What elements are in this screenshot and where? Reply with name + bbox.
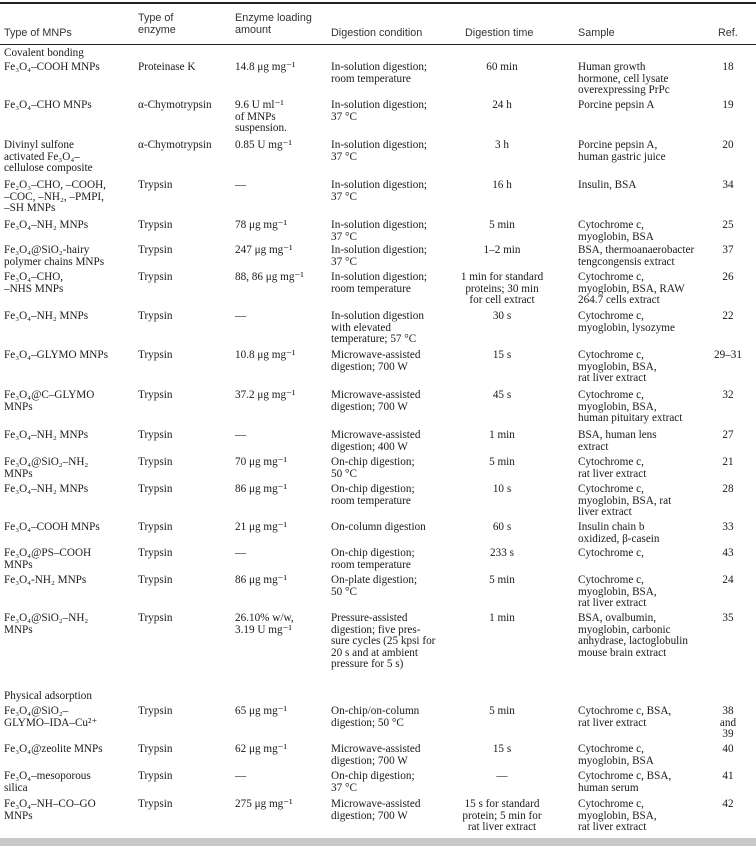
cell-digestion: Pressure-assisted digestion; five pres- sure cycles (25 kpsi for 20 s and at ambient pressure for 5 s): [331, 612, 436, 670]
cell-digestion: On-chip digestion; room temperature: [331, 483, 415, 507]
cell-sample: Cytochrome c,: [578, 547, 644, 559]
cell-sample: BSA, thermoanaerobacter tengcongensis extract: [578, 244, 695, 268]
cell-sample: Cytochrome c, BSA, rat liver extract: [578, 705, 672, 729]
cell-sample: Cytochrome c, myoglobin, BSA, RAW 264.7 cells extract: [578, 271, 685, 306]
cell-enzyme: Trypsin: [138, 770, 173, 782]
cell-digestion: Microwave-assisted digestion; 700 W: [331, 743, 421, 767]
cell-ref: 38 and 39: [719, 705, 737, 740]
cell-digestion: In-solution digestion; room temperature: [331, 61, 428, 85]
cell-loading: 88, 86 μg mg⁻¹: [235, 271, 304, 283]
cell-enzyme: Trypsin: [138, 349, 173, 361]
cell-ref: 41: [722, 770, 734, 782]
cell-time: 15 s for standard protein; 5 min for rat liver extract: [462, 798, 542, 833]
cell-digestion: On-chip/on-column digestion; 50 °C: [331, 705, 420, 729]
cell-time: 5 min: [489, 219, 515, 231]
cell-type: Fe₃O₄@SiO₂–NH₂ MNPs: [4, 612, 89, 636]
header-time: Digestion time: [465, 27, 534, 39]
cell-loading: 65 μg mg⁻¹: [235, 705, 287, 717]
cell-type: Fe₃O₄@SiO₂– GLYMO–IDA–Cu²⁺: [4, 705, 98, 729]
cell-sample: Porcine pepsin A: [578, 99, 655, 111]
cell-time: —: [496, 770, 508, 782]
cell-ref: 24: [722, 574, 734, 586]
cell-sample: BSA, human lens extract: [578, 429, 657, 453]
cell-time: 5 min: [489, 574, 515, 586]
header-type: Type of MNPs: [4, 27, 72, 39]
cell-ref: 37: [722, 244, 734, 256]
cell-time: 10 s: [492, 483, 512, 495]
cell-sample: Porcine pepsin A, human gastric juice: [578, 139, 666, 163]
cell-loading: 247 μg mg⁻¹: [235, 244, 293, 256]
cell-time: 24 h: [492, 99, 512, 111]
cell-enzyme: α-Chymotrypsin: [138, 99, 212, 111]
cell-enzyme: Trypsin: [138, 244, 173, 256]
cell-type: Fe₃O₄@SiO₂–NH₂ MNPs: [4, 456, 89, 480]
cell-digestion: Microwave-assisted digestion; 700 W: [331, 798, 421, 822]
cell-time: 16 h: [492, 179, 512, 191]
cell-loading: —: [235, 179, 247, 191]
cell-enzyme: Trypsin: [138, 574, 173, 586]
cell-digestion: On-chip digestion; room temperature: [331, 547, 415, 571]
cell-enzyme: Trypsin: [138, 705, 173, 717]
cell-sample: Cytochrome c, rat liver extract: [578, 456, 647, 480]
cell-ref: 29–31: [714, 349, 742, 361]
header-loading: Enzyme loading amount: [235, 12, 312, 36]
cell-sample: BSA, ovalbumin, myoglobin, carbonic anhydrase, lactoglobulin mouse brain extract: [578, 612, 688, 659]
cell-time: 60 min: [486, 61, 518, 73]
cell-time: 3 h: [495, 139, 509, 151]
cell-ref: 27: [722, 429, 734, 441]
cell-ref: 28: [722, 483, 734, 495]
cell-digestion: On-column digestion: [331, 521, 426, 533]
cell-loading: 70 μg mg⁻¹: [235, 456, 287, 468]
cell-type: Fe₃O₄@zeolite MNPs: [4, 743, 103, 755]
cell-loading: 9.6 U ml⁻¹ of MNPs suspension.: [235, 99, 287, 134]
cell-ref: 21: [722, 456, 734, 468]
cell-type: Fe₂O₃–CHO, –COOH, –COC, –NH₂, –PMPI, –SH MNPs: [4, 179, 106, 214]
cell-type: Fe₃O₄–COOH MNPs: [4, 521, 100, 533]
cell-ref: 18: [722, 61, 734, 73]
cell-sample: Cytochrome c, myoglobin, BSA: [578, 743, 654, 767]
cell-loading: 21 μg mg⁻¹: [235, 521, 287, 533]
cell-loading: 275 μg mg⁻¹: [235, 798, 293, 810]
cell-sample: Cytochrome c, myoglobin, BSA, rat liver extract: [578, 483, 672, 518]
cell-type: Fe₃O₄@PS–COOH MNPs: [4, 547, 92, 571]
cell-enzyme: Trypsin: [138, 547, 173, 559]
cell-digestion: In-solution digestion; 37 °C: [331, 244, 428, 268]
cell-sample: Cytochrome c, myoglobin, BSA: [578, 219, 654, 243]
cell-type: Fe₃O₄–mesoporous silica: [4, 770, 91, 794]
cell-type: Fe₃O₄–NH₂ MNPs: [4, 483, 89, 495]
cell-digestion: On-chip digestion; 50 °C: [331, 456, 415, 480]
cell-time: 1 min for standard proteins; 30 min for cell extract: [460, 271, 544, 306]
cell-time: 15 s: [492, 349, 512, 361]
cell-loading: 86 μg mg⁻¹: [235, 483, 287, 495]
top-rule: [0, 2, 756, 4]
cell-enzyme: Trypsin: [138, 389, 173, 401]
cell-time: 15 s: [492, 743, 512, 755]
cell-type: Fe₃O₄–NH₂ MNPs: [4, 429, 89, 441]
cell-loading: 0.85 U mg⁻¹: [235, 139, 292, 151]
cell-type: Fe₃O₄–CHO, –NHS MNPs: [4, 271, 64, 295]
cell-loading: 62 μg mg⁻¹: [235, 743, 287, 755]
cell-sample: Cytochrome c, BSA, human serum: [578, 770, 672, 794]
cell-ref: 32: [722, 389, 734, 401]
cell-enzyme: Trypsin: [138, 429, 173, 441]
cell-ref: 35: [722, 612, 734, 624]
cell-enzyme: Trypsin: [138, 179, 173, 191]
cell-type: Fe₃O₄–NH₂ MNPs: [4, 310, 89, 322]
cell-sample: Insulin, BSA: [578, 179, 637, 191]
cell-type: Fe₃O₄@SiO₂-hairy polymer chains MNPs: [4, 244, 105, 268]
header-digestion: Digestion condition: [331, 27, 423, 39]
cell-ref: 33: [722, 521, 734, 533]
cell-enzyme: Trypsin: [138, 798, 173, 810]
cell-sample: Cytochrome c, myoglobin, BSA, human pituitary extract: [578, 389, 683, 424]
cell-enzyme: Trypsin: [138, 521, 173, 533]
cell-ref: 25: [722, 219, 734, 231]
cell-digestion: Microwave-assisted digestion; 400 W: [331, 429, 421, 453]
cell-loading: 10.8 μg mg⁻¹: [235, 349, 296, 361]
cell-time: 60 s: [492, 521, 512, 533]
cell-loading: 26.10% w/w, 3.19 U mg⁻¹: [235, 612, 294, 636]
cell-digestion: In-solution digestion; 37 °C: [331, 219, 428, 243]
cell-type: Fe₃O₄-NH₂ MNPs: [4, 574, 87, 586]
cell-time: 5 min: [489, 705, 515, 717]
cell-time: 30 s: [492, 310, 512, 322]
cell-digestion: Microwave-assisted digestion; 700 W: [331, 349, 421, 373]
cell-loading: 78 μg mg⁻¹: [235, 219, 287, 231]
cell-enzyme: Trypsin: [138, 310, 173, 322]
section-covalent: Covalent bonding: [4, 47, 84, 59]
cell-digestion: Microwave-assisted digestion; 700 W: [331, 389, 421, 413]
cell-time: 1 min: [489, 612, 515, 624]
cell-enzyme: Trypsin: [138, 743, 173, 755]
cell-digestion: In-solution digestion with elevated temperature; 57 °C: [331, 310, 424, 345]
cell-type: Fe₃O₄–NH₂ MNPs: [4, 219, 89, 231]
cell-sample: Cytochrome c, myoglobin, BSA, rat liver extract: [578, 349, 657, 384]
cell-loading: —: [235, 429, 247, 441]
cell-enzyme: Trypsin: [138, 219, 173, 231]
cell-time: 5 min: [489, 456, 515, 468]
cell-enzyme: Proteinase K: [138, 61, 196, 73]
cell-enzyme: α-Chymotrypsin: [138, 139, 212, 151]
cell-digestion: In-solution digestion; 37 °C: [331, 99, 428, 123]
cell-digestion: In-solution digestion; 37 °C: [331, 139, 428, 163]
cell-loading: —: [235, 770, 247, 782]
cell-sample: Cytochrome c, myoglobin, BSA, rat liver extract: [578, 574, 657, 609]
cell-time: 1 min: [489, 429, 515, 441]
cell-digestion: On-plate digestion; 50 °C: [331, 574, 418, 598]
cell-type: Fe₃O₄–GLYMO MNPs: [4, 349, 108, 361]
cell-ref: 40: [722, 743, 734, 755]
cell-loading: 14.8 μg mg⁻¹: [235, 61, 296, 73]
cell-ref: 42: [722, 798, 734, 810]
cell-sample: Cytochrome c, myoglobin, BSA, rat liver extract: [578, 798, 657, 833]
header-sample: Sample: [578, 27, 615, 39]
cell-ref: 22: [722, 310, 734, 322]
header-rule: [0, 44, 756, 45]
cell-ref: 34: [722, 179, 734, 191]
cell-type: Fe₃O₄–CHO MNPs: [4, 99, 92, 111]
cell-digestion: On-chip digestion; 37 °C: [331, 770, 415, 794]
header-enzyme: Type of enzyme: [138, 12, 176, 36]
header-ref: Ref.: [718, 27, 738, 39]
cell-time: 45 s: [492, 389, 512, 401]
cell-sample: Insulin chain b oxidized, β-casein: [578, 521, 660, 545]
cell-ref: 20: [722, 139, 734, 151]
cell-type: Fe₃O₄–NH–CO–GO MNPs: [4, 798, 96, 822]
cell-enzyme: Trypsin: [138, 483, 173, 495]
cell-digestion: In-solution digestion; room temperature: [331, 271, 428, 295]
cell-ref: 43: [722, 547, 734, 559]
cell-type: Fe₃O₄–COOH MNPs: [4, 61, 100, 73]
cell-type: Divinyl sulfone activated Fe₃O₄– cellulose composite: [4, 139, 93, 174]
cell-ref: 19: [722, 99, 734, 111]
cell-sample: Cytochrome c, myoglobin, lysozyme: [578, 310, 675, 334]
cell-loading: —: [235, 310, 247, 322]
cell-sample: Human growth hormone, cell lysate overexpressing PrPc: [578, 61, 670, 96]
cell-ref: 26: [722, 271, 734, 283]
cell-loading: —: [235, 547, 247, 559]
cell-digestion: In-solution digestion; 37 °C: [331, 179, 428, 203]
cell-loading: 37.2 μg mg⁻¹: [235, 389, 296, 401]
cell-type: Fe₃O₄@C–GLYMO MNPs: [4, 389, 95, 413]
cell-time: 1–2 min: [483, 244, 521, 256]
cell-time: 233 s: [490, 547, 514, 559]
bottom-rule: [0, 838, 756, 846]
section-physical: Physical adsorption: [4, 690, 92, 702]
cell-enzyme: Trypsin: [138, 612, 173, 624]
cell-enzyme: Trypsin: [138, 456, 173, 468]
cell-enzyme: Trypsin: [138, 271, 173, 283]
cell-loading: 86 μg mg⁻¹: [235, 574, 287, 586]
